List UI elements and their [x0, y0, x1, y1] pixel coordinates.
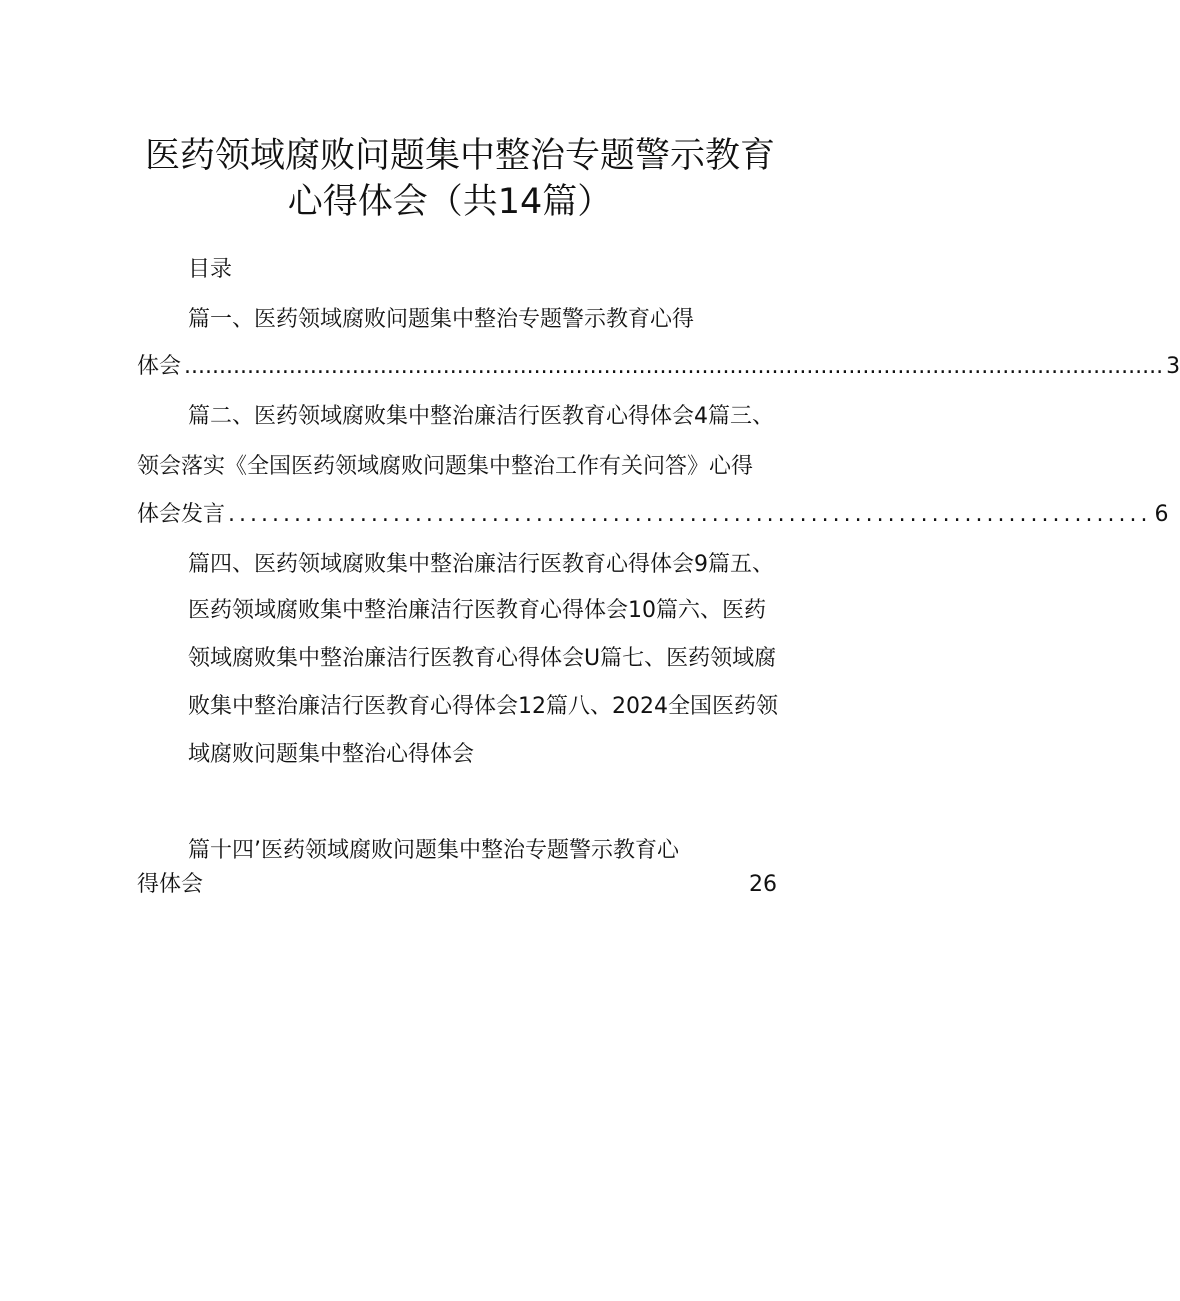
toc-entry-3-tail: 体会发言 — [137, 502, 226, 527]
toc-line-6: 领域腐败集中整治廉洁行医教育心得体会U篇七、医药领域腐 — [188, 646, 777, 671]
toc-line-5: 医药领域腐败集中整治廉洁行医教育心得体会10篇六、医药 — [188, 598, 766, 623]
toc-line-4: 篇四、医药领域腐败集中整治廉洁行医教育心得体会9篇五、 — [188, 552, 774, 577]
toc-leader-dots: .................................................................................... — [228, 502, 1152, 527]
toc-line-9: 篇十四’医药领域腐败问题集中整治专题警示教育心 — [188, 838, 679, 863]
toc-entry-3-row[interactable] — [137, 500, 1169, 530]
toc-line-2: 篇二、医药领域腐败集中整治廉洁行医教育心得体会4篇三、 — [188, 404, 774, 429]
toc-line-8: 域腐败问题集中整治心得体会 — [188, 742, 475, 767]
toc-leader-dots: ............................................................................................................................................ — [184, 354, 1164, 379]
toc-entry-1-row[interactable] — [137, 352, 1180, 382]
document-title-line-2: 心得体会（共14篇） — [287, 182, 613, 222]
toc-page-number: 3 — [1166, 354, 1180, 379]
toc-entry-1-tail: 体会 — [137, 354, 182, 379]
toc-heading: 目录 — [188, 257, 233, 282]
toc-line-1: 篇一、医药领域腐败问题集中整治专题警示教育心得 — [188, 307, 695, 332]
toc-page-number: 26 — [749, 872, 777, 897]
toc-page-number: 6 — [1154, 502, 1169, 527]
toc-line-3: 领会落实《全国医药领域腐败问题集中整治工作有关问答》心得 — [137, 454, 754, 479]
toc-entry-14-row[interactable] — [137, 870, 777, 900]
toc-line-7: 败集中整治廉洁行医教育心得体会12篇八、2024全国医药领 — [188, 694, 778, 719]
toc-entry-14-tail: 得体会 — [137, 872, 204, 897]
document-title-line-1: 医药领域腐败问题集中整治专题警示教育 — [144, 136, 775, 176]
